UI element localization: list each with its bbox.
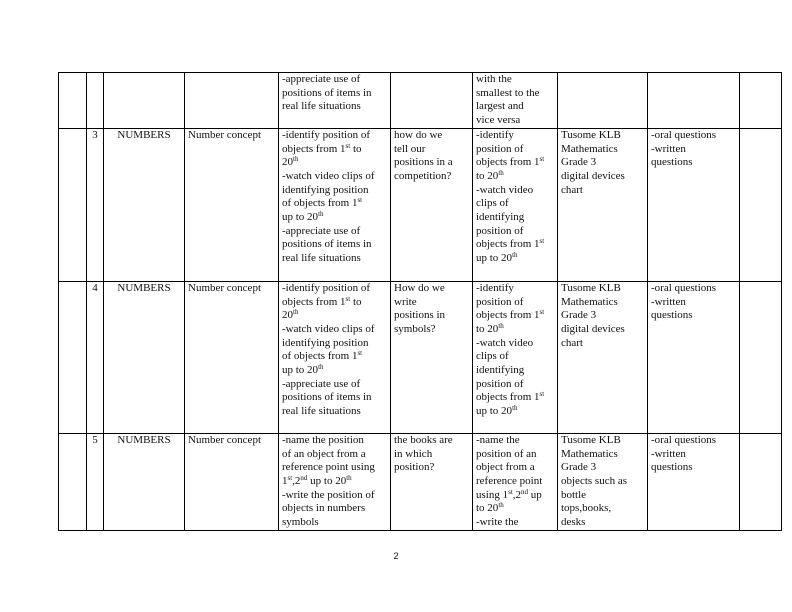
text-line: [476, 391, 554, 405]
text-line: [282, 502, 387, 516]
text-segment: bottle: [561, 488, 587, 501]
superscript: th: [498, 321, 504, 330]
text-segment: Mathematics: [561, 295, 618, 308]
text-segment: -written: [651, 142, 686, 155]
text-line: [282, 197, 387, 211]
text-segment: Tusome KLB: [561, 128, 621, 141]
text-line: [476, 434, 554, 448]
text-line: [561, 489, 644, 503]
text-segment: tell our: [394, 142, 426, 155]
text-segment: identifying position: [282, 183, 369, 196]
text-segment: position of: [476, 377, 524, 390]
assessment-cell: [648, 281, 740, 433]
text-segment: chart: [561, 336, 583, 349]
superscript: st: [539, 237, 545, 246]
text-line: [561, 296, 644, 310]
text-segment: Mathematics: [561, 142, 618, 155]
lesson-cell: 5: [87, 433, 104, 530]
learning-outcomes-cell: [279, 73, 391, 129]
text-segment: -identify position of: [282, 281, 370, 294]
text-line: [282, 282, 387, 296]
text-line: [394, 309, 469, 323]
text-line: [282, 296, 387, 310]
text-line: [476, 238, 554, 252]
text-segment: positions in a: [394, 156, 453, 169]
text-line: [476, 489, 554, 503]
text-segment: 20: [282, 156, 293, 169]
text-segment: objects from 1: [476, 309, 540, 322]
text-line: [282, 475, 387, 489]
text-line: [561, 184, 644, 198]
assessment-cell: [648, 73, 740, 129]
sub-strand-cell: Number concept: [185, 433, 279, 530]
text-line: [651, 434, 736, 448]
text-line: [476, 156, 554, 170]
sub-strand-cell: Number concept: [185, 281, 279, 433]
text-segment: digital devices: [561, 169, 625, 182]
text-line: [282, 143, 387, 157]
resources-cell: [558, 73, 648, 129]
strand-cell: NUMBERS: [104, 433, 185, 530]
text-segment: to 20: [476, 322, 499, 335]
text-segment: -watch video clips of: [282, 322, 375, 335]
text-line: [282, 337, 387, 351]
text-segment: -identify position of: [282, 128, 370, 141]
superscript: st: [508, 487, 513, 496]
sub-strand-cell: Number concept: [185, 128, 279, 281]
text-line: [651, 129, 736, 143]
text-segment: up to 20: [307, 474, 347, 487]
superscript: th: [293, 308, 299, 317]
assessment-cell: [648, 128, 740, 281]
text-segment: -appreciate use of: [282, 377, 361, 390]
text-segment: using 1: [476, 488, 509, 501]
inquiry-question-cell: [391, 433, 473, 530]
text-line: [561, 434, 644, 448]
text-line: [561, 475, 644, 489]
text-line: [476, 309, 554, 323]
text-line: [476, 184, 554, 198]
text-line: [282, 238, 387, 252]
text-segment: objects in numbers: [282, 502, 366, 515]
text-segment: positions of items in: [282, 238, 372, 251]
text-line: [651, 143, 736, 157]
text-line: [476, 143, 554, 157]
table-row: [59, 281, 782, 433]
text-segment: 1: [282, 474, 288, 487]
text-segment: 20: [282, 309, 293, 322]
text-line: [282, 323, 387, 337]
superscript: th: [512, 404, 518, 413]
text-segment: largest and: [476, 100, 524, 113]
text-line: [476, 282, 554, 296]
resources-cell: [558, 128, 648, 281]
text-segment: positions of items in: [282, 86, 372, 99]
text-line: [476, 337, 554, 351]
text-line: [282, 309, 387, 323]
remarks-cell: [740, 73, 782, 129]
text-segment: real life situations: [282, 252, 361, 265]
text-segment: objects such as: [561, 474, 627, 487]
text-segment: identifying: [476, 364, 525, 377]
text-segment: -oral questions: [651, 433, 717, 446]
text-line: [476, 100, 554, 114]
text-segment: -watch video: [476, 183, 534, 196]
text-segment: questions: [651, 309, 693, 322]
text-line: [561, 461, 644, 475]
text-segment: position of: [476, 295, 524, 308]
text-line: [561, 143, 644, 157]
text-line: [476, 323, 554, 337]
resources-cell: [558, 281, 648, 433]
text-segment: Tusome KLB: [561, 281, 621, 294]
text-segment: Grade 3: [561, 156, 597, 169]
text-segment: Grade 3: [561, 309, 597, 322]
text-segment: -name the position: [282, 433, 364, 446]
text-line: [394, 143, 469, 157]
text-line: [476, 73, 554, 87]
text-segment: objects from 1: [282, 142, 346, 155]
text-segment: chart: [561, 183, 583, 196]
superscript: st: [345, 141, 351, 150]
text-line: [282, 434, 387, 448]
strand-cell: [104, 73, 185, 129]
superscript: st: [287, 473, 293, 482]
text-segment: to: [350, 295, 362, 308]
text-segment: with the: [476, 73, 512, 85]
text-line: [476, 350, 554, 364]
text-segment: object from a: [476, 461, 535, 474]
superscript: th: [512, 251, 518, 260]
text-segment: position of: [476, 224, 524, 237]
table-row: [59, 433, 782, 530]
text-line: [394, 129, 469, 143]
text-line: [561, 282, 644, 296]
learning-experiences-cell: [473, 73, 558, 129]
learning-experiences-cell: [473, 128, 558, 281]
text-line: [561, 170, 644, 184]
superscript: st: [357, 349, 363, 358]
week-cell: [59, 433, 87, 530]
text-segment: up to 20: [476, 405, 513, 418]
text-line: [282, 156, 387, 170]
text-segment: up to 20: [282, 364, 319, 377]
strand-cell: NUMBERS: [104, 281, 185, 433]
text-segment: ,2: [292, 474, 301, 487]
text-line: [476, 475, 554, 489]
text-segment: Tusome KLB: [561, 433, 621, 446]
text-line: [282, 87, 387, 101]
text-segment: of objects from 1: [282, 197, 358, 210]
text-segment: questions: [651, 461, 693, 474]
superscript: st: [539, 390, 545, 399]
text-segment: smallest to the: [476, 86, 540, 99]
text-segment: objects from 1: [476, 238, 540, 251]
page-number: 2: [393, 551, 399, 561]
text-segment: reference point: [476, 474, 543, 487]
text-segment: how do we: [394, 128, 443, 141]
text-line: [476, 252, 554, 266]
text-line: [561, 516, 644, 530]
superscript: th: [293, 155, 299, 164]
learning-outcomes-cell: [279, 281, 391, 433]
lesson-cell: 3: [87, 128, 104, 281]
text-line: [561, 156, 644, 170]
text-segment: of an object from a: [282, 447, 366, 460]
text-segment: ,2: [512, 488, 522, 501]
text-line: [561, 129, 644, 143]
text-line: [282, 252, 387, 266]
text-line: [282, 378, 387, 392]
learning-experiences-cell: [473, 433, 558, 530]
text-segment: to 20: [476, 169, 499, 182]
text-line: [561, 502, 644, 516]
week-cell: [59, 281, 87, 433]
learning-outcomes-cell: [279, 128, 391, 281]
lesson-cell: 4: [87, 281, 104, 433]
text-line: [394, 156, 469, 170]
text-line: [476, 296, 554, 310]
superscript: st: [345, 294, 351, 303]
text-line: [394, 323, 469, 337]
inquiry-question-cell: [391, 128, 473, 281]
text-segment: identifying: [476, 211, 525, 224]
text-segment: objects from 1: [476, 156, 540, 169]
text-line: [282, 391, 387, 405]
text-line: [476, 461, 554, 475]
text-segment: -identify: [476, 281, 514, 294]
text-line: [282, 516, 387, 530]
text-line: [394, 282, 469, 296]
text-line: [282, 461, 387, 475]
text-line: [476, 129, 554, 143]
text-line: [476, 405, 554, 419]
text-segment: real life situations: [282, 100, 361, 113]
inquiry-question-cell: [391, 281, 473, 433]
scheme-of-work-table: [58, 72, 782, 531]
text-segment: -write the position of: [282, 488, 375, 501]
text-segment: of objects from 1: [282, 350, 358, 363]
text-segment: objects from 1: [476, 391, 540, 404]
text-line: [561, 323, 644, 337]
text-segment: -watch video: [476, 336, 534, 349]
text-line: [282, 225, 387, 239]
text-line: [394, 461, 469, 475]
text-segment: in which: [394, 447, 433, 460]
text-segment: positions of items in: [282, 391, 372, 404]
text-segment: positions in: [394, 309, 446, 322]
text-segment: write: [394, 295, 417, 308]
text-segment: clips of: [476, 350, 509, 363]
text-segment: -appreciate use of: [282, 73, 361, 85]
text-line: [561, 309, 644, 323]
text-segment: up: [528, 488, 542, 501]
text-line: [651, 282, 736, 296]
text-segment: -write the: [476, 516, 519, 529]
superscript: st: [539, 308, 545, 317]
text-line: [476, 502, 554, 516]
text-segment: up to 20: [476, 252, 513, 265]
text-line: [282, 364, 387, 378]
text-line: [476, 87, 554, 101]
text-line: [394, 296, 469, 310]
text-segment: Mathematics: [561, 447, 618, 460]
text-line: [282, 100, 387, 114]
text-segment: position of an: [476, 447, 537, 460]
text-line: [282, 448, 387, 462]
text-segment: up to 20: [282, 211, 319, 224]
text-line: [651, 309, 736, 323]
text-segment: desks: [561, 516, 586, 529]
table-row: [59, 128, 782, 281]
text-line: [282, 405, 387, 419]
assessment-cell: [648, 433, 740, 530]
text-segment: position?: [394, 461, 435, 474]
week-cell: [59, 73, 87, 129]
text-segment: How do we: [394, 281, 445, 294]
text-segment: to 20: [476, 502, 499, 515]
text-segment: -identify: [476, 128, 514, 141]
text-line: [476, 448, 554, 462]
text-segment: vice versa: [476, 114, 521, 127]
text-segment: questions: [651, 156, 693, 169]
text-segment: symbols?: [394, 322, 436, 335]
text-line: [476, 378, 554, 392]
text-segment: -watch video clips of: [282, 169, 375, 182]
text-segment: tops,books,: [561, 502, 612, 515]
remarks-cell: [740, 281, 782, 433]
resources-cell: [558, 433, 648, 530]
text-line: [282, 73, 387, 87]
text-line: [394, 448, 469, 462]
text-line: [476, 211, 554, 225]
text-segment: Grade 3: [561, 461, 597, 474]
superscript: th: [318, 363, 324, 372]
inquiry-question-cell: [391, 73, 473, 129]
text-line: [394, 170, 469, 184]
text-line: [651, 448, 736, 462]
text-line: [282, 211, 387, 225]
text-segment: to: [350, 142, 362, 155]
text-segment: reference point using: [282, 461, 375, 474]
text-line: [282, 184, 387, 198]
sub-strand-cell: [185, 73, 279, 129]
text-line: [651, 296, 736, 310]
remarks-cell: [740, 128, 782, 281]
text-segment: -name the: [476, 433, 520, 446]
text-segment: clips of: [476, 197, 509, 210]
text-segment: competition?: [394, 169, 452, 182]
superscript: st: [357, 196, 363, 205]
text-segment: the books are: [394, 433, 453, 446]
superscript: th: [318, 210, 324, 219]
learning-outcomes-cell: [279, 433, 391, 530]
text-segment: objects from 1: [282, 295, 346, 308]
text-line: [476, 197, 554, 211]
text-line: [476, 364, 554, 378]
text-segment: digital devices: [561, 322, 625, 335]
text-line: [476, 170, 554, 184]
text-line: [282, 170, 387, 184]
text-line: [476, 225, 554, 239]
superscript: th: [346, 473, 352, 482]
text-line: [561, 448, 644, 462]
text-line: [394, 434, 469, 448]
text-line: [282, 489, 387, 503]
text-segment: position of: [476, 142, 524, 155]
text-segment: -appreciate use of: [282, 224, 361, 237]
superscript: th: [498, 501, 504, 510]
table-row: [59, 73, 782, 129]
text-segment: -written: [651, 295, 686, 308]
strand-cell: NUMBERS: [104, 128, 185, 281]
text-segment: identifying position: [282, 336, 369, 349]
text-line: [651, 461, 736, 475]
lesson-cell: [87, 73, 104, 129]
text-line: [476, 114, 554, 128]
superscript: nd: [521, 487, 529, 496]
text-segment: -written: [651, 447, 686, 460]
text-line: [282, 350, 387, 364]
text-segment: -oral questions: [651, 281, 717, 294]
learning-experiences-cell: [473, 281, 558, 433]
superscript: st: [539, 155, 545, 164]
superscript: nd: [300, 473, 308, 482]
week-cell: [59, 128, 87, 281]
text-segment: -oral questions: [651, 128, 717, 141]
text-line: [282, 129, 387, 143]
superscript: th: [498, 168, 504, 177]
text-line: [476, 516, 554, 530]
remarks-cell: [740, 433, 782, 530]
text-line: [561, 337, 644, 351]
text-segment: real life situations: [282, 405, 361, 418]
text-line: [651, 156, 736, 170]
text-segment: symbols: [282, 516, 319, 529]
